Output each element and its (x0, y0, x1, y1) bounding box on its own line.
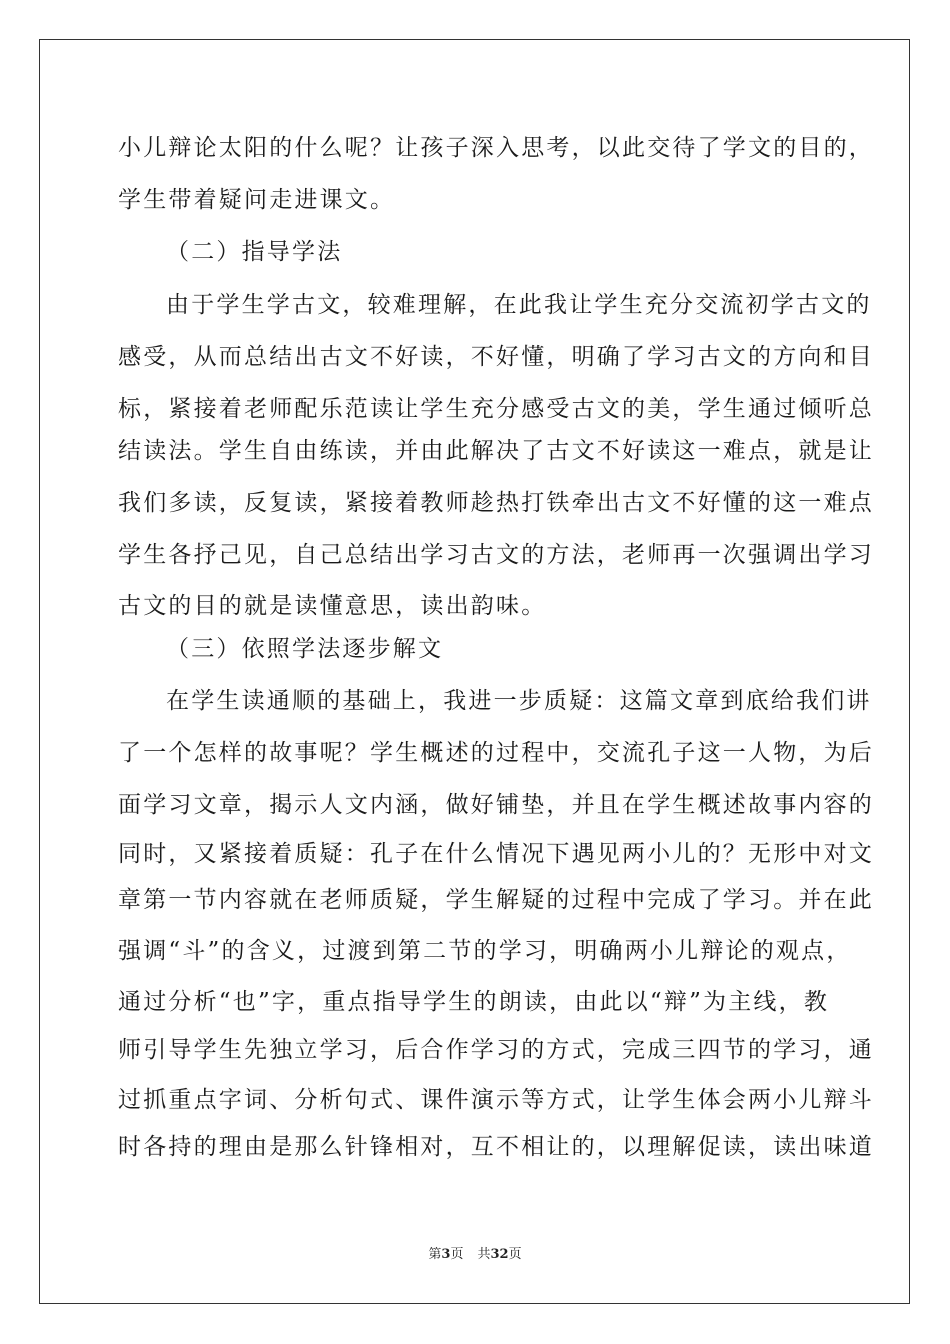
paragraph-first-line: 在学生读通顺的基础上，我进一步质疑：这篇文章到底给我们讲 (166, 688, 872, 714)
text-line: 强调“斗”的含义，过渡到第二节的学习，明确两小儿辩论的观点， (118, 938, 852, 964)
text-line: 了一个怎样的故事呢？学生概述的过程中，交流孔子这一人物，为后 (118, 740, 874, 766)
text-line: 面学习文章，揭示人文内涵，做好铺垫，并且在学生概述故事内容的 (118, 792, 874, 818)
text-line: 标，紧接着老师配乐范读让学生充分感受古文的美，学生通过倾听总 (118, 396, 874, 422)
section-heading: （三）依照学法逐步解文 (166, 636, 444, 662)
total-page-count: 32 (490, 1247, 509, 1262)
text-line: 学生各抒己见，自己总结出学习古文的方法，老师再一次强调出学习 (118, 542, 874, 568)
text-line: 同时，又紧接着质疑：孔子在什么情况下遇见两小儿的？无形中对文 (118, 841, 874, 867)
total-label-prefix: 共 (477, 1247, 491, 1262)
text-line: 过抓重点字词、分析句式、课件演示等方式，让学生体会两小儿辩斗 (118, 1087, 874, 1113)
text-line: 章第一节内容就在老师质疑，学生解疑的过程中完成了学习。并在此 (118, 887, 874, 913)
text-line: 小儿辩论太阳的什么呢？让孩子深入思考，以此交待了学文的目的， (118, 135, 874, 161)
section-heading: （二）指导学法 (166, 239, 343, 265)
page-label-prefix: 第 (428, 1247, 442, 1262)
text-line: 感受，从而总结出古文不好读，不好懂，明确了学习古文的方向和目 (118, 344, 874, 370)
text-line: 古文的目的就是读懂意思，读出韵味。 (118, 593, 547, 619)
text-line: 时各持的理由是那么针锋相对，互不相让的，以理解促读，读出味道 (118, 1134, 874, 1160)
text-line: 结读法。学生自由练读，并由此解决了古文不好读这一难点，就是让 (118, 438, 874, 464)
text-line: 师引导学生先独立学习，后合作学习的方式，完成三四节的学习，通 (118, 1037, 874, 1063)
paragraph-first-line: 由于学生学古文，较难理解，在此我让学生充分交流初学古文的 (166, 292, 872, 318)
current-page-number: 3 (441, 1247, 451, 1262)
text-line: 学生带着疑问走进课文。 (118, 187, 396, 213)
text-line: 通过分析“也”字，重点指导学生的朗读，由此以“辩”为主线，教 (118, 989, 830, 1015)
text-line: 我们多读，反复读，紧接着教师趁热打铁牵出古文不好懂的这一难点 (118, 490, 874, 516)
page-footer (0, 1247, 950, 1263)
page-label-unit: 页 (450, 1247, 464, 1262)
total-label-unit: 页 (508, 1247, 522, 1262)
